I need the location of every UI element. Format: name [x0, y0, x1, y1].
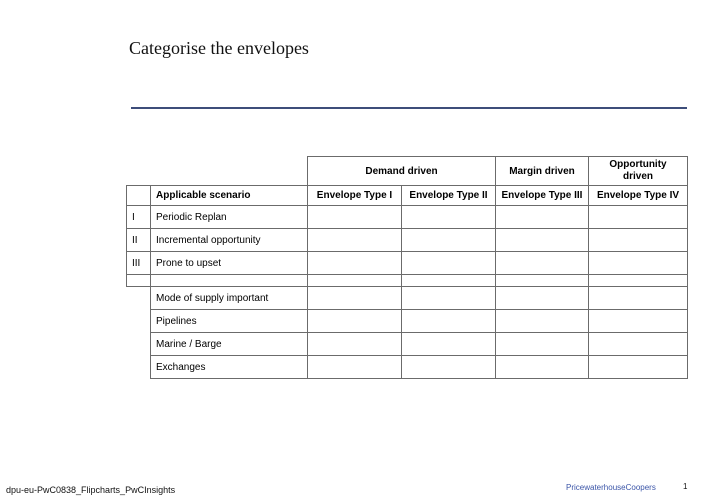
scenario-number: III	[127, 252, 151, 275]
table-row	[127, 229, 688, 252]
scenario-number: I	[127, 206, 151, 229]
group-header-demand: Demand driven	[308, 157, 496, 186]
scenario-label: Periodic Replan	[151, 206, 308, 229]
group-header-opportunity: Opportunity driven	[589, 157, 688, 186]
footer-company-name: PricewaterhouseCoopers	[566, 483, 656, 492]
type-header-3: Envelope Type III	[496, 186, 589, 206]
table-row	[127, 356, 688, 379]
table-row	[127, 333, 688, 356]
table-row	[127, 252, 688, 275]
scenario-header: Applicable scenario	[151, 186, 308, 206]
slide-title: Categorise the envelopes	[129, 38, 309, 58]
table-row	[127, 310, 688, 333]
table-row	[127, 206, 688, 229]
supply-label: Pipelines	[151, 310, 308, 333]
scenario-label: Prone to upset	[151, 252, 308, 275]
scenario-number: II	[127, 229, 151, 252]
group-header-margin: Margin driven	[496, 157, 589, 186]
title-underline	[131, 107, 687, 109]
group-header-row	[127, 157, 688, 186]
supply-label: Mode of supply important	[151, 287, 308, 310]
envelope-table	[126, 156, 688, 379]
type-header-4: Envelope Type IV	[589, 186, 688, 206]
spacer-row	[127, 275, 688, 287]
supply-label: Exchanges	[151, 356, 308, 379]
scenario-label: Incremental opportunity	[151, 229, 308, 252]
type-header-2: Envelope Type II	[402, 186, 496, 206]
table-row	[127, 287, 688, 310]
type-header-1: Envelope Type I	[308, 186, 402, 206]
footer-document-id: dpu-eu-PwC0838_Flipcharts_PwCInsights	[6, 485, 176, 495]
column-header-row	[127, 186, 688, 206]
page-number: 1	[683, 482, 688, 491]
supply-label: Marine / Barge	[151, 333, 308, 356]
